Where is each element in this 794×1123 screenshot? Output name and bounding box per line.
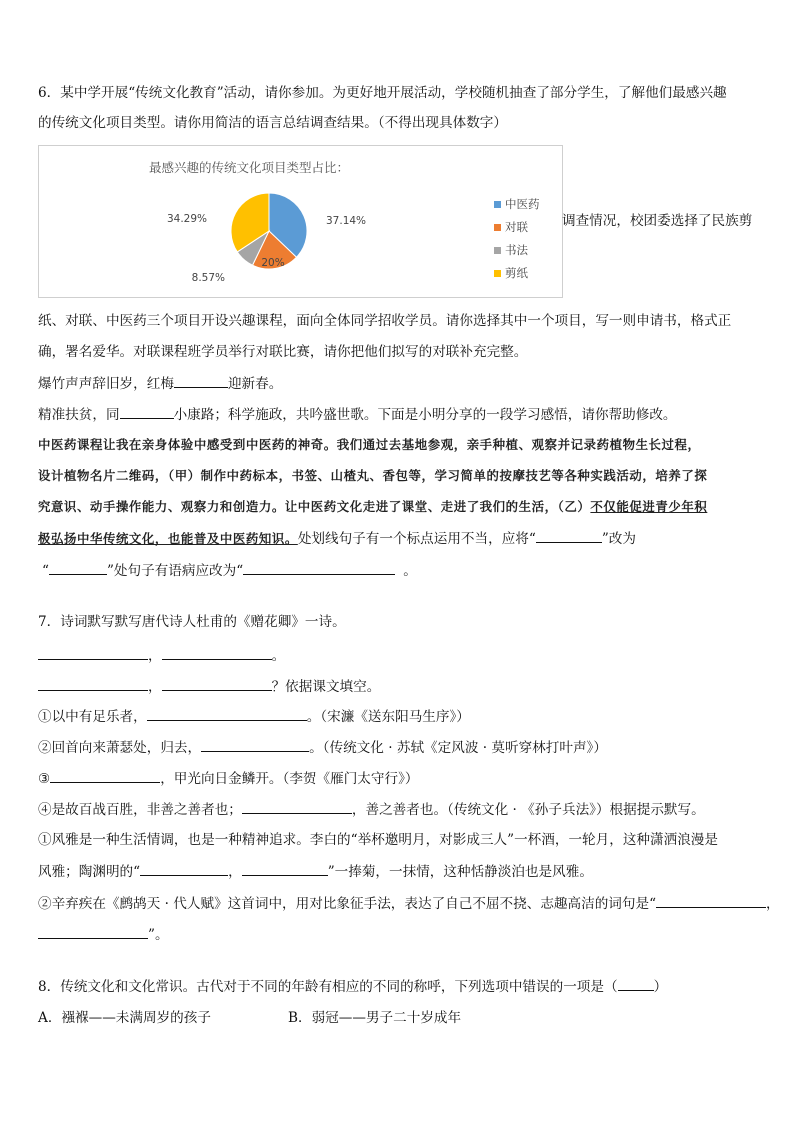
q8-title-text: 8．传统文化和文化常识。古代对于不同的年龄有相应的不同的称呼，下列选项中错误的一项是（	[38, 979, 618, 995]
essay-line-3-text: 究意识、动手操作能力、观察力和创造力。让中医药文化走进了课堂、走进了我们的生活，（乙）	[38, 499, 591, 514]
legend-swatch-4	[494, 270, 501, 277]
q8-answer-blank[interactable]	[618, 976, 654, 991]
prompt-item-2-blank-1[interactable]	[656, 893, 766, 908]
q8-title	[38, 976, 667, 997]
legend-label-4: 剪纸	[505, 266, 528, 280]
grammar-question: ”处句子有语病应改为“	[106, 563, 244, 579]
grammar-blank[interactable]	[243, 560, 395, 575]
q7-title: 7．诗词默写默写唐代诗人杜甫的《赠花卿》一诗。	[38, 614, 346, 630]
q8-option-b[interactable]: B．弱冠——男子二十岁成年	[288, 1010, 462, 1026]
couplet-1-second: 迎新春。	[227, 376, 283, 392]
q6-line-4: 确，署名爱华。对联课程班学员举行对联比赛，请你把他们拟写的对联补充完整。	[38, 344, 528, 360]
fill-item-2-text: ②回首向来萧瑟处，归去，	[38, 740, 202, 756]
punctuation-blank-2[interactable]	[49, 560, 107, 575]
legend-label-1: 中医药	[505, 197, 540, 211]
fill-item-3	[38, 768, 418, 789]
essay-line-1: 中医药课程让我在亲身体验中感受到中医药的神奇。我们通过去基地参观，亲手种植、观察并记录药植物生长过程，	[38, 437, 701, 452]
prompt-item-2-line-2	[38, 924, 169, 945]
prompt-item-1-line-1: ①风雅是一种生活情调，也是一种精神追求。李白的“举杯邀明月，对影成三人”一杯酒，一轮月，这种潇洒浪漫是	[38, 832, 718, 848]
fill-item-4	[38, 799, 705, 820]
fill-item-1-blank[interactable]	[147, 706, 307, 721]
poem-line-2	[38, 676, 380, 697]
essay-line-4	[38, 528, 636, 549]
underlined-sentence-part-1: 不仅能促进青少年积	[590, 499, 708, 514]
legend-swatch-1	[494, 201, 501, 208]
prompt-item-2-blank-2[interactable]	[38, 924, 148, 939]
legend-item-4	[494, 265, 528, 281]
pie-value-label-3: 8.57%	[191, 272, 225, 284]
essay-line-5	[38, 560, 417, 581]
poem-end-2: ？依据课文填空。	[271, 679, 381, 695]
pie-chart	[39, 146, 562, 297]
poem-blank-1[interactable]	[38, 645, 148, 660]
q8-title-end: ）	[653, 979, 668, 995]
legend-item-1	[494, 196, 540, 212]
q8-options	[38, 1008, 461, 1028]
poem-blank-3[interactable]	[38, 676, 148, 691]
fill-item-3-text: ，甲光向日金鳞开。（李贺《雁门太守行》）	[160, 771, 419, 787]
fill-item-1-source: 。（宋濂《送东阳马生序》）	[306, 709, 470, 725]
prompt-item-2-end: ”。	[148, 927, 169, 943]
couplet-2-first: 精准扶贫，同	[38, 407, 120, 423]
fill-item-2	[38, 737, 607, 758]
underlined-sentence-part-2: 极弘扬中华传统文化，也能普及中医药知识。	[38, 531, 298, 546]
fill-item-3-blank[interactable]	[50, 768, 160, 783]
prompt-item-1-sep: ，	[228, 864, 242, 880]
couplet-2-blank[interactable]	[120, 404, 174, 419]
punctuation-question: 处划线句子有一个标点运用不当，应将“	[297, 531, 536, 547]
fill-item-4-source: ，善之善者也。（传统文化 · 《孙子兵法》）根据提示默写。	[351, 802, 705, 818]
q8-option-a[interactable]: A．襁褓——未满周岁的孩子	[38, 1010, 211, 1026]
prompt-item-1-text: 风雅；陶渊明的“	[38, 864, 141, 880]
essay-line-3	[38, 497, 707, 517]
q6-line-3: 纸、对联、中医药三个项目开设兴趣课程，面向全体同学招收学员。请你选择其中一个项目，写一则申请书，格式正	[38, 313, 732, 329]
chart-title: 最感兴趣的传统文化项目类型占比：	[148, 160, 349, 175]
legend-item-3	[494, 242, 528, 258]
legend-swatch-3	[494, 247, 501, 254]
legend-swatch-2	[494, 224, 501, 231]
prompt-item-2-text: ②辛弃疾在《鹧鸪天 · 代人赋》这首词中，用对比象征手法，表达了自己不屈不挠、志趣高洁的词句是“	[38, 896, 657, 912]
couplet-2	[38, 404, 677, 425]
couplet-1-blank[interactable]	[174, 373, 228, 388]
fill-item-1-text: ①以中有足乐者，	[38, 709, 147, 725]
q6-side-text: 调查情况，校团委选择了民族剪	[562, 213, 753, 229]
poem-blank-2[interactable]	[162, 645, 272, 660]
prompt-item-1-blank-1[interactable]	[140, 861, 228, 876]
punctuation-change-to: ”改为	[601, 531, 636, 547]
pie-value-label-2: 20%	[261, 257, 285, 269]
prompt-item-1-line-2	[38, 861, 593, 882]
q6-line-1: 6．某中学开展“传统文化教育”活动，请你参加。为更好地开展活动，学校随机抽查了部分学生，了解他们最感兴趣	[38, 85, 727, 101]
prompt-item-2-sep: ，	[766, 896, 780, 912]
poem-sep-1: ，	[148, 648, 162, 664]
fill-item-4-blank[interactable]	[242, 799, 352, 814]
fill-item-1	[38, 706, 470, 727]
couplet-1-first: 爆竹声声辞旧岁，红梅	[38, 376, 174, 392]
poem-blank-4[interactable]	[162, 676, 272, 691]
legend-label-2: 对联	[505, 220, 528, 234]
prompt-item-1-end: ”一捧菊，一抹情，这种恬静淡泊也是风雅。	[327, 864, 593, 880]
couplet-1	[38, 373, 282, 394]
grammar-end: 。	[403, 563, 417, 579]
poem-line-1	[38, 645, 285, 666]
punctuation-blank-1[interactable]	[536, 528, 602, 543]
poem-end-1: 。	[271, 648, 286, 664]
fill-item-4-text: ④是故百战百胜，非善之善者也；	[38, 802, 242, 818]
legend-label-3: 书法	[505, 243, 528, 257]
legend-item-2	[494, 219, 528, 235]
quote-open: “	[42, 563, 49, 579]
prompt-item-1-blank-2[interactable]	[242, 861, 328, 876]
pie-chart-frame	[38, 145, 563, 298]
prompt-item-2-line-1	[38, 893, 780, 914]
essay-line-2: 设计植物名片二维码，（甲）制作中药标本，书签、山楂丸、香包等，学习简单的按摩技艺等各种实践活动，培养了探	[38, 468, 708, 483]
fill-item-2-source: 。（传统文化 · 苏轼《定风波 · 莫听穿林打叶声》）	[309, 740, 607, 756]
pie-value-label-1: 37.14%	[326, 215, 367, 227]
fill-item-2-blank[interactable]	[201, 737, 309, 752]
q6-line-2: 的传统文化项目类型。请你用简洁的语言总结调查结果。（不得出现具体数字）	[38, 115, 507, 131]
pie-value-label-4: 34.29%	[166, 213, 207, 225]
poem-sep-2: ，	[148, 679, 162, 695]
fill-item-3-num: ③	[38, 771, 51, 787]
couplet-2-second: 小康路；科学施政，共吟盛世歌。下面是小明分享的一段学习感悟，请你帮助修改。	[173, 407, 677, 423]
